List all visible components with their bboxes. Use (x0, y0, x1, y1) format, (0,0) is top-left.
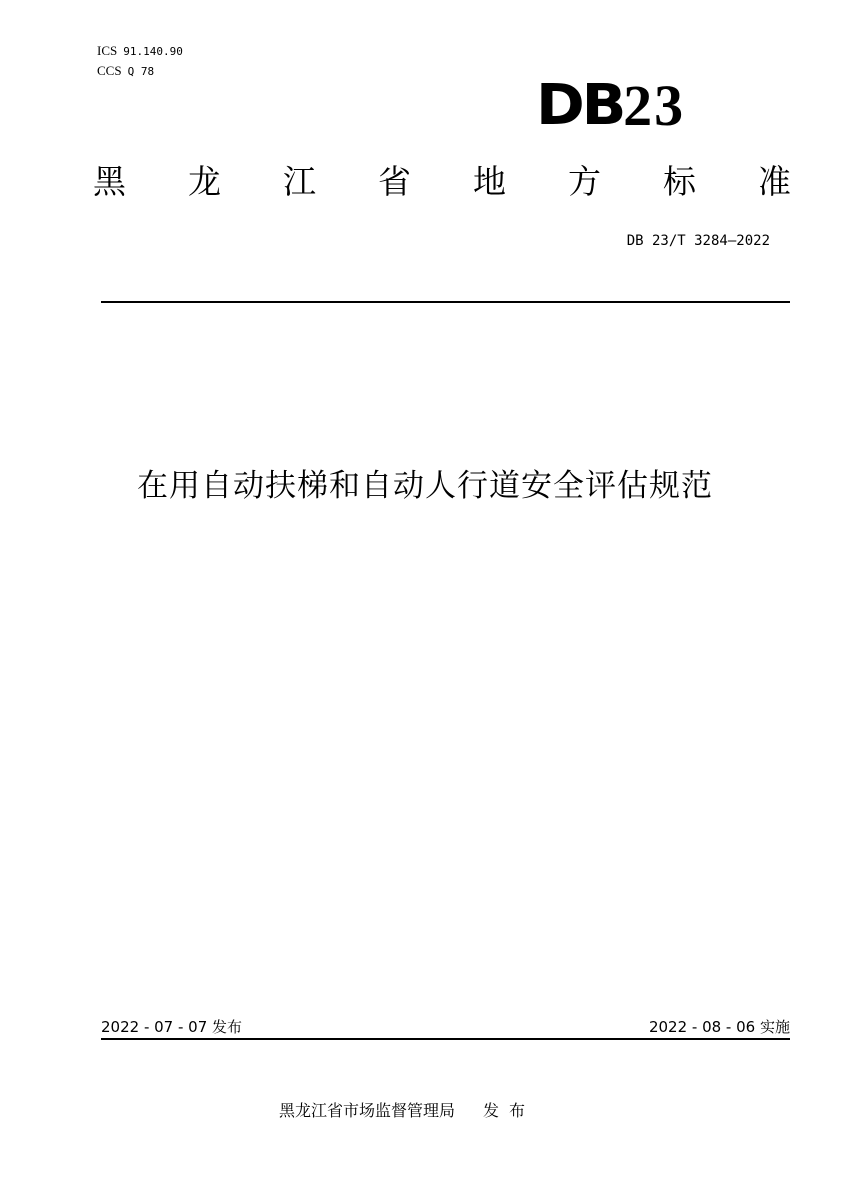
publisher-name: 黑龙江省市场监督管理局 (279, 1101, 456, 1120)
publisher-action: 发布 (483, 1101, 536, 1120)
top-divider (101, 301, 790, 303)
db23-logo (536, 73, 686, 138)
bottom-divider (101, 1038, 790, 1040)
ics-label: ICS (97, 43, 118, 58)
ccs-value: Q 78 (127, 65, 155, 78)
ccs-code-line (97, 64, 154, 79)
document-title: 在用自动扶梯和自动人行道安全评估规范 (137, 468, 713, 504)
publish-date-line (101, 1018, 242, 1036)
standard-type-char: 准 (758, 162, 791, 201)
db-logo-number: 23 (623, 73, 686, 138)
standard-type-char: 方 (568, 162, 601, 201)
publisher-line (279, 1101, 535, 1121)
standard-number: DB 23/T 3284—2022 (626, 233, 770, 249)
standard-type-char: 黑 (93, 162, 126, 201)
publish-label: 发布 (212, 1018, 243, 1036)
standard-type-char: 江 (283, 162, 316, 201)
ccs-label: CCS (97, 63, 122, 78)
ics-code-line (97, 44, 183, 59)
standard-type-heading (93, 162, 791, 202)
standard-type-char: 标 (663, 162, 696, 201)
implement-date: 2022 - 08 - 06 (648, 1018, 756, 1036)
standard-type-char: 地 (473, 162, 506, 201)
implement-date-line (649, 1018, 790, 1036)
implement-label: 实施 (759, 1018, 790, 1036)
standard-type-char: 省 (378, 162, 411, 201)
db-logo-mark: DB (536, 73, 624, 138)
publish-date: 2022 - 07 - 07 (101, 1018, 208, 1036)
standard-type-char: 龙 (188, 162, 221, 201)
ics-value: 91.140.90 (123, 45, 183, 58)
